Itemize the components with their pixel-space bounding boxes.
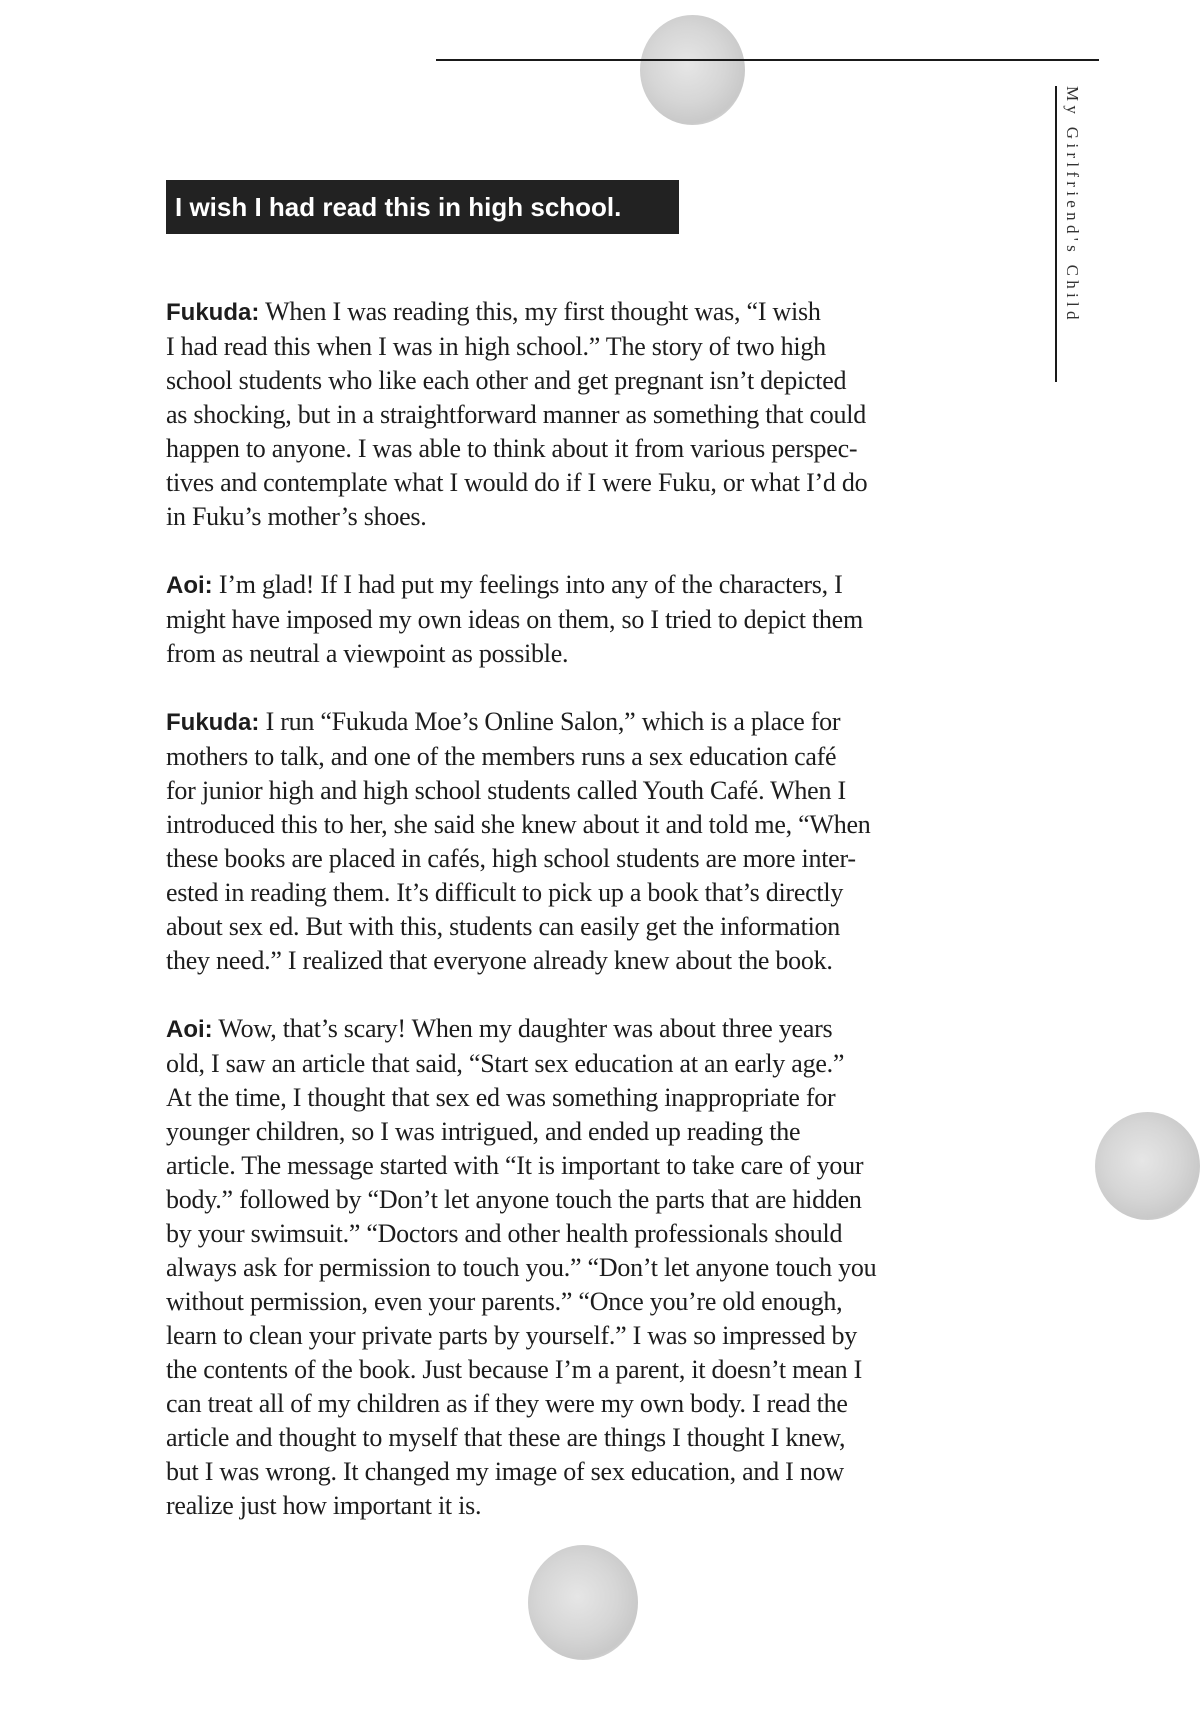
speaker-name: Aoi: (166, 1016, 213, 1043)
running-title: My Girlfriend's Child (1063, 86, 1082, 324)
side-rule (1055, 86, 1057, 382)
text-line: the contents of the book. Just because I’m a parent, it doesn’t mean I (166, 1355, 863, 1384)
text-line: learn to clean your private parts by yourself.” I was so impressed by (166, 1321, 858, 1350)
ink-blot-decoration (1095, 1112, 1200, 1220)
ink-blot-decoration (640, 15, 745, 125)
text-line: happen to anyone. I was able to think about it from various perspec- (166, 434, 858, 463)
text-line (166, 705, 1006, 740)
text-line: At the time, I thought that sex ed was something inappropriate for (166, 1083, 836, 1112)
text-line (166, 295, 1006, 330)
text-line: these books are placed in cafés, high school students are more inter- (166, 844, 856, 873)
line-text: I run “Fukuda Moe’s Online Salon,” which is a place for (259, 707, 841, 736)
text-line (166, 568, 1006, 603)
text-line: about sex ed. But with this, students can easily get the information (166, 912, 841, 941)
line-text: When I was reading this, my first thought was, “I wish (259, 297, 821, 326)
text-line (166, 1012, 1006, 1047)
text-line: school students who like each other and get pregnant isn’t depicted (166, 366, 847, 395)
text-line: introduced this to her, she said she knew about it and told me, “When (166, 810, 871, 839)
text-line: I had read this when I was in high school.” The story of two high (166, 332, 826, 361)
text-line: ested in reading them. It’s difficult to pick up a book that’s directly (166, 878, 844, 907)
interview-paragraph (166, 295, 1006, 534)
line-text: I’m glad! If I had put my feelings into any of the characters, I (212, 570, 843, 599)
text-line: always ask for permission to touch you.” “Don’t let anyone touch you (166, 1253, 877, 1282)
text-line: they need.” I realized that everyone already knew about the book. (166, 946, 833, 975)
header-rule (436, 59, 1099, 61)
speaker-name: Aoi: (166, 572, 213, 599)
text-line: mothers to talk, and one of the members runs a sex education café (166, 742, 837, 771)
text-line: from as neutral a viewpoint as possible. (166, 639, 569, 668)
text-line: in Fuku’s mother’s shoes. (166, 502, 427, 531)
text-line: by your swimsuit.” “Doctors and other health professionals should (166, 1219, 843, 1248)
text-line: can treat all of my children as if they were my own body. I read the (166, 1389, 848, 1418)
text-line: old, I saw an article that said, “Start sex education at an early age.” (166, 1049, 845, 1078)
interview-body (166, 295, 1006, 1557)
text-line: younger children, so I was intrigued, and ended up reading the (166, 1117, 801, 1146)
text-line: might have imposed my own ideas on them, so I tried to depict them (166, 605, 863, 634)
text-line: article. The message started with “It is important to take care of your (166, 1151, 864, 1180)
speaker-name: Fukuda: (166, 709, 260, 736)
text-line: as shocking, but in a straightforward manner as something that could (166, 400, 867, 429)
text-line: without permission, even your parents.” “Once you’re old enough, (166, 1287, 843, 1316)
section-heading: I wish I had read this in high school. (166, 180, 679, 234)
interview-paragraph (166, 1012, 1006, 1523)
text-line: for junior high and high school students called Youth Café. When I (166, 776, 846, 805)
text-line: realize just how important it is. (166, 1491, 482, 1520)
line-text: Wow, that’s scary! When my daughter was about three years (212, 1014, 833, 1043)
text-line: body.” followed by “Don’t let anyone touch the parts that are hidden (166, 1185, 862, 1214)
interview-paragraph (166, 705, 1006, 978)
interview-paragraph (166, 568, 1006, 671)
text-line: article and thought to myself that these are things I thought I knew, (166, 1423, 846, 1452)
text-line: tives and contemplate what I would do if I were Fuku, or what I’d do (166, 468, 868, 497)
ink-blot-decoration (528, 1545, 638, 1660)
speaker-name: Fukuda: (166, 299, 260, 326)
text-line: but I was wrong. It changed my image of sex education, and I now (166, 1457, 844, 1486)
